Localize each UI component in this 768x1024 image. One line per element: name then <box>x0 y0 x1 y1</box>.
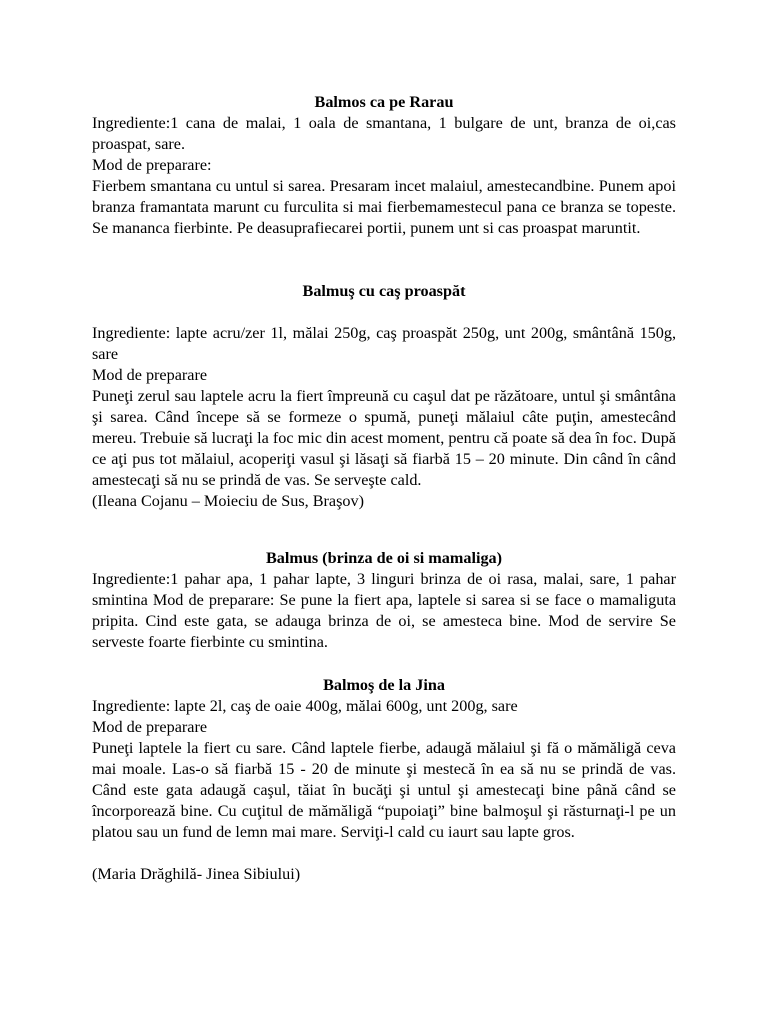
recipe-ingredients: Ingrediente: lapte acru/zer 1l, mălai 250g, caş proaspăt 250g, unt 200g, smântână 150g, sare <box>92 324 676 363</box>
recipe-method: Fierbem smantana cu untul si sarea. Presaram incet malaiul, amestecandbine. Punem apoi branza framantata marunt cu furculita si mai fierbemamestecul pana ce branza se topeste. Se mananca fierbinte. Pe deasuprafiecarei portii, punem unt si cas proaspat maruntit. <box>92 177 676 237</box>
recipe-ingredients: Ingrediente:1 cana de malai, 1 oala de smantana, 1 bulgare de unt, branza de oi,cas proaspat, sare. <box>92 114 676 153</box>
method-label: Mod de preparare <box>92 366 208 384</box>
recipe-section-4 <box>92 675 676 885</box>
recipe-section-2 <box>92 281 676 512</box>
recipe-section-3 <box>92 548 676 653</box>
recipe-source: (Ileana Cojanu – Moieciu de Sus, Braşov) <box>92 492 364 510</box>
recipe-title: Balmuş cu caş proaspăt <box>302 282 466 300</box>
method-label: Mod de preparare: <box>92 156 212 174</box>
recipe-method: Puneţi laptele la fiert cu sare. Când laptele fierbe, adaugă mălaiul şi fă o mămăligă ceva mai moale. Las-o să fiarbă 15 - 20 de minute şi mestecă în ea să nu se prindă de vas. Când este gata adaugă caşul, tăiat în bucăţi şi untul şi amestecaţi bine până când se încorporează bine. Cu cuţitul de mămăligă “pupoiaţi” bine balmoşul şi răsturnaţi-l pe un platou sau un fund de lemn mai mare. Serviţi-l cald cu iaurt sau lapte gros. <box>92 739 676 841</box>
recipe-section-1 <box>92 92 676 239</box>
recipe-ingredients: Ingrediente: lapte 2l, caş de oaie 400g, mălai 600g, unt 200g, sare <box>92 697 518 715</box>
recipe-title: Balmoş de la Jina <box>323 676 445 694</box>
blank-line <box>92 843 676 864</box>
recipe-title: Balmus (brinza de oi si mamaliga) <box>265 549 503 567</box>
recipe-source: (Maria Drăghilă- Jinea Sibiului) <box>92 865 301 883</box>
recipe-title: Balmos ca pe Rarau <box>314 93 454 111</box>
recipe-method: Puneţi zerul sau laptele acru la fiert împreună cu caşul dat pe răzătoare, untul şi smântâna şi sarea. Când începe să se formeze o spumă, puneţi mălaiul câte puţin, amestecând mereu. Trebuie să lucraţi la foc mic din acest moment, pentru că poate să dea în foc. După ce aţi pus tot mălaiul, acoperiţi vasul şi lăsaţi să fiarbă 15 – 20 minute. Din când în când amestecaţi să nu se prindă de vas. Se serveşte cald. <box>92 387 676 489</box>
blank-line <box>92 302 676 323</box>
recipe-text: Ingrediente:1 pahar apa, 1 pahar lapte, 3 linguri brinza de oi rasa, malai, sare, 1 pahar smintina Mod de preparare: Se pune la fiert apa, laptele si sarea si se face o mamaliguta pripita. Cind este gata, se adauga brinza de oi, se amesteca bine. Mod de servire Se serveste foarte fierbinte cu smintina. <box>92 570 676 651</box>
method-label: Mod de preparare <box>92 718 208 736</box>
